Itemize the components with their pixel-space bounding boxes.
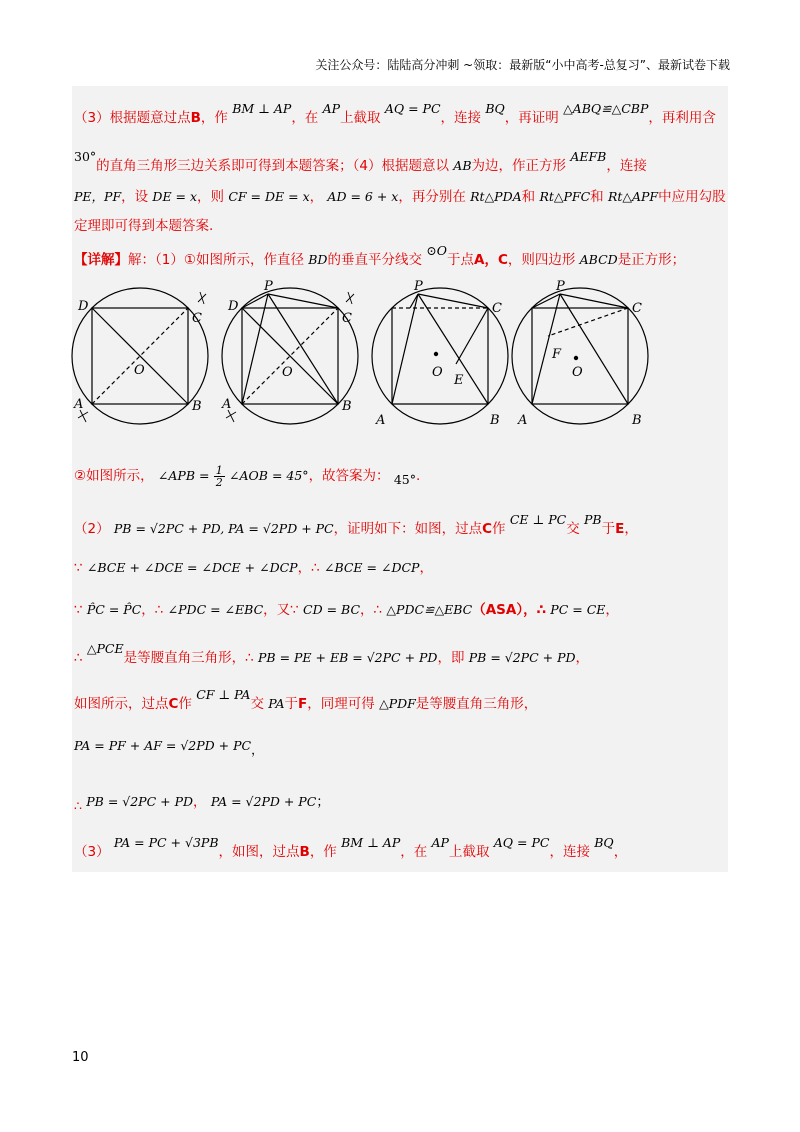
fig3-label-a: A bbox=[376, 413, 386, 428]
figure-1 bbox=[72, 288, 208, 424]
fig4-label-f: F bbox=[552, 347, 562, 362]
fig2-label-c: C bbox=[342, 311, 352, 326]
fig1-label-b: B bbox=[192, 399, 202, 414]
analysis-line-1: （3）根据题意过点B，作 BM ⊥ AP，在 AP上截取 AQ = PC，连接 BQ，再证明 △ABQ≌△CBP，再利用含 bbox=[74, 101, 716, 126]
fig4-label-o: O bbox=[572, 365, 583, 380]
page-number: 10 bbox=[72, 1050, 89, 1065]
fig1-label-d: D bbox=[78, 299, 89, 314]
detail-line-1: 【详解】解：（1）①如图所示，作直径 BD的垂直平分线交 ⊙O于点A，C，则四边形 ABCD是正方形； bbox=[74, 243, 686, 268]
fig2-label-p: P bbox=[264, 279, 273, 294]
fig3-label-p: P bbox=[414, 279, 423, 294]
fig3-label-b: B bbox=[490, 413, 500, 428]
figure-2 bbox=[222, 288, 358, 424]
fig4-label-a: A bbox=[518, 413, 528, 428]
detail-line-4: ∵ ∠BCE + ∠DCE = ∠DCE + ∠DCP，∴ ∠BCE = ∠DCP， bbox=[74, 560, 433, 576]
analysis-line-3: PE，PF，设 DE = x，则 CF = DE = x， AD = 6 + x，再分别在 Rt△PDA和 Rt△PFC和 Rt△APF中应用勾股 bbox=[74, 189, 726, 205]
analysis-line-2: 30°的直角三角形三边关系即可得到本题答案；（4）根据题意以 AB为边，作正方形 AEFB，连接 bbox=[74, 149, 647, 174]
analysis-line-4: 定理即可得到本题答案. bbox=[74, 218, 214, 234]
figure-3 bbox=[372, 288, 508, 424]
fig2-label-a: A bbox=[222, 397, 232, 412]
detail-line-8: PA = PF + AF = √2PD + PC， bbox=[74, 738, 264, 757]
detail-line-6: ∴ △PCE是等腰直角三角形，∴ PB = PE + EB = √2PC + PD，即 PB = √2PC + PD， bbox=[74, 641, 590, 666]
detail-line-10: （3） PA = PC + √3PB，如图，过点B，作 BM ⊥ AP，在 AP上截取 AQ = PC，连接 BQ， bbox=[74, 835, 628, 860]
detail-line-3: （2） PB = √2PC + PD, PA = √2PD + PC，证明如下：如图，过点C作 CE ⊥ PC交 PB于E， bbox=[74, 512, 638, 537]
fig1-label-a: A bbox=[74, 397, 84, 412]
fig1-label-c: C bbox=[192, 311, 202, 326]
detail-line-2: ②如图所示， ∠APB = $\frac{1}{2}$ ∠AOB = 45°，故答案为： 45°. bbox=[74, 463, 421, 489]
fig4-label-p: P bbox=[556, 279, 565, 294]
detail-line-7: 如图所示，过点C作 CF ⊥ PA交 PA于F，同理可得 △PDF是等腰直角三角形， bbox=[74, 687, 538, 712]
figure-4 bbox=[512, 288, 648, 424]
fig3-label-e: E bbox=[454, 373, 464, 388]
fig2-label-d: D bbox=[228, 299, 239, 314]
fig4-label-c: C bbox=[632, 301, 642, 316]
detail-line-9: ∴ PB = √2PC + PD， PA = √2PD + PC； bbox=[74, 794, 330, 813]
fig2-label-b: B bbox=[342, 399, 352, 414]
fig1-label-o: O bbox=[134, 363, 145, 378]
fig4-label-b: B bbox=[632, 413, 642, 428]
detail-line-5: ∵ P̂C = P̂C，∴ ∠PDC = ∠EBC，又∵ CD = BC，∴ △PDC≌△EBC（ASA），∴ PC = CE， bbox=[74, 602, 619, 618]
geometry-figures bbox=[70, 278, 670, 438]
fraction-half: $\frac{1}{2}$ bbox=[215, 463, 223, 489]
fig2-label-o: O bbox=[282, 365, 293, 380]
fig3-label-o: O bbox=[432, 365, 443, 380]
page-header: 关注公众号：陆陆高分冲刺 ~领取：最新版“小中高考-总复习”、最新试卷下载 bbox=[315, 58, 730, 72]
fig3-label-c: C bbox=[492, 301, 502, 316]
